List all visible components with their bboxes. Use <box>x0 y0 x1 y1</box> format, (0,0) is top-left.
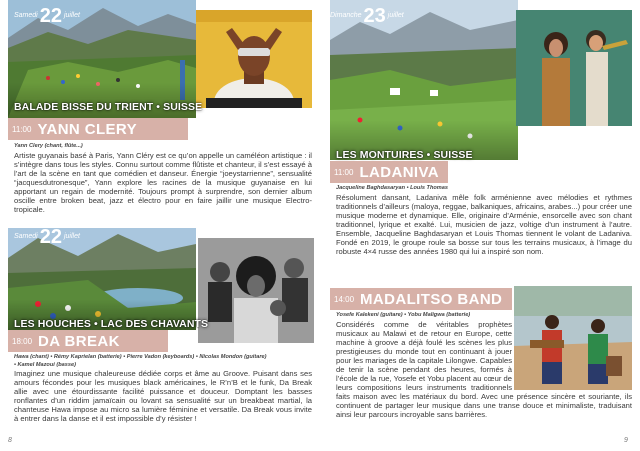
date-day: Samedi <box>14 233 38 240</box>
artist-description: Imaginez une musique chaleureuse dédiée corps et âme au Groove. Puisant dans ses amours fécondes pour les musiques black américaines, le R’n’B et le funk, Da Break allie avec une étourdissante facilité puissance et douceur. Domptant les basses ronflantes d’un riddim jamaïcain ou lovant sa sensualité sur un breakbeat martial, la chanteuse Hawa impose au micro sa lumière féminine et versatile. Da Break vous invite à entrer dans la danse et il est impossible d’y résister ! <box>14 369 312 424</box>
event-date <box>330 7 404 26</box>
date-day: Dimanche <box>330 12 362 19</box>
artist-description: Résolument dansant, Ladaniva mêle folk arménienne avec mélodies et rythmes traditionnels d’ailleurs (maloya, reggae, balkaniques, africains, arabes...) pour créer une musique moderne et dynamique. Elle, originaire d’Arménie, ensorcelle avec son chant traditionnel, lyrique et exalté. Lui, musicien de jazz, voltige d’un instrument à l’autre. Ensemble, Jacqueline Baghdasaryan et Louis Thomas tiennent le volant de Ladaniva. Fondé en 2019, le groupe roule sa bosse sur tous les terrains musicaux, à l’image du robuste 4×4 russe des années 1980 qui lui a inspiré son nom. <box>336 193 632 257</box>
event-time: 14:00 <box>334 294 355 304</box>
date-number: 23 <box>363 5 386 27</box>
page-number: 9 <box>624 437 628 444</box>
artist-credits: Jacqueline Baghdasaryan • Louis Thomas <box>336 185 449 191</box>
event-location: LES MONTUIRES • SUISSE <box>336 149 473 161</box>
event-header <box>330 161 448 183</box>
artist-description-text: Considérés comme de véritables prophètes musicaux au Malawi et de retour en Europe, cette machine à groove a déjà foulé les scènes les plus prestigieuses du monde tout en continuant à jouer pour les mariages de la capitale Lilongwe. Capables de tenir la scène pendant des heures, formés à l’école de la rue, Yosefe et Yobu placent au cœur de leurs compositions leurs instruments traditionnels faits maison avec les matériaux du bord. Avec une présence sincère et souriante, ils continuent de partager leur musique dans une transe douce et minimaliste, traduisant ainsi leur parcours incroyable sans barrières. <box>336 320 632 420</box>
event-time: 11:00 <box>334 167 354 177</box>
artist-name: MADALITSO BAND <box>360 290 503 308</box>
artist-name: DA BREAK <box>38 332 120 350</box>
artist-photo-yann-clery <box>196 10 312 108</box>
event-time: 18:00 <box>12 336 33 346</box>
artist-credits: Yann Clery (chant, flûte...) <box>14 143 83 149</box>
event-location: LES HOUCHES • LAC DES CHAVANTS <box>14 318 209 330</box>
artist-photo-da-break <box>198 238 314 343</box>
artist-photo-ladaniva <box>516 10 632 126</box>
event-header <box>330 288 512 310</box>
artist-credits: Hawa (chant) • Rémy Kaprielan (batterie) • Pierre Vadon (keyboards) • Nicolas Mondon (guitare) • Kamel Mazoui (basse) <box>14 354 267 368</box>
page-number: 8 <box>8 437 12 444</box>
artist-name: LADANIVA <box>359 163 440 181</box>
date-month: juillet <box>387 12 404 19</box>
artist-description: Artiste guyanais basé à Paris, Yann Cléry est ce qu’on appelle un caméléon artistique : il s’intègre dans tous les styles. Connu surtout comme flûtiste et chanteur, il s’est essayé à l’art de la scène en tant que comédien et danseur. Énergie “joeystarrienne”, sensualité “jacquesdutronesque”, Yann explore les racines de la musique guyanaise en lui apportant un regain de modernité. Toujours prompt à surprendre, son dernier album oscille entre broken beat, jazz et électro pour en faire jaillir une musique Electro-tropicale. <box>14 151 312 215</box>
float-spacer <box>512 320 632 392</box>
date-number: 22 <box>39 5 62 27</box>
artist-name: YANN CLERY <box>37 120 138 138</box>
date-number: 22 <box>39 226 62 248</box>
event-header <box>8 118 188 140</box>
date-day: Samedi <box>14 12 38 19</box>
event-header <box>8 330 168 352</box>
event-date <box>14 7 80 26</box>
artist-description <box>336 320 632 420</box>
date-month: juillet <box>63 12 80 19</box>
event-location: BALADE BISSE DU TRIENT • SUISSE <box>14 101 203 113</box>
date-month: juillet <box>63 233 80 240</box>
artist-credits: Yosefe Kalekeni (guitare) • Yobu Maligwa (batterie) <box>336 312 471 318</box>
event-date <box>14 228 80 247</box>
event-time: 11:00 <box>12 124 32 134</box>
